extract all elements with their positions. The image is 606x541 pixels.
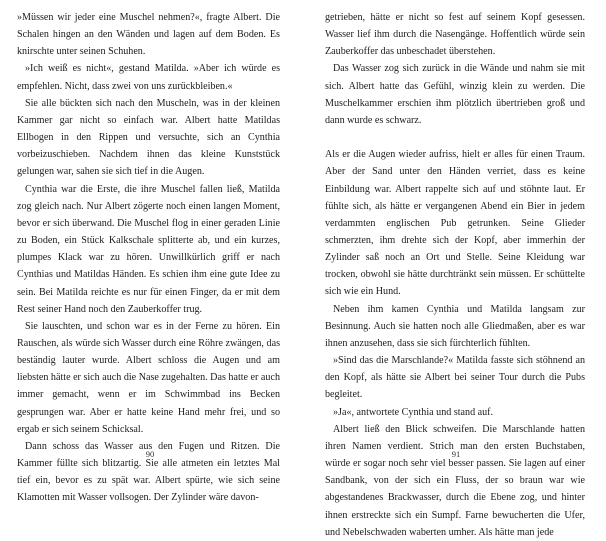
paragraph: Neben ihm kamen Cynthia und Matilda langsam zur Besinnung. Auch sie hatten noch alle Gliedmaßen, aber es war ihnen anzusehen, dass sie sich fürchterlich fühlten. [325, 303, 585, 349]
paragraph: getrieben, hätte er nicht so fest auf seinem Kopf gesessen. Wasser lief ihm durch die Nasengänge. Hoffentlich würde sein Zauberkoffer das unbeschadet überstehen. [325, 12, 585, 58]
paragraph: Albert ließ den Blick schweifen. Die Marschlande hatten ihren Namen verdient. Strich man den ersten Buchstaben, würde er sogar noch sehr viel besser passen. Sie lagen auf einer Sandbank, von der sich ein Fluss, der so braun war wie abgestandenes Brackwasser, durch die Ebene zog, und hinter ihnen erstreckte sich ein Sumpf. Farne bewucherten die Ufer, und Nebelschwaden waberten umher. Als hätte man jede [325, 423, 585, 538]
paragraph: »Sind das die Marschlande?« Matilda fasste sich stöhnend an den Kopf, als hätte sie Albert bei seiner Tour durch die Pubs begleitet. [325, 355, 585, 401]
paragraph: Dann schoss das Wasser aus den Fugen und Ritzen. Die Kammer füllte sich blitzartig. Sie alle atmeten ein letztes Mal tief ein, bevor es zu spät war. Albert spürte, wie sich seine Klamotten mit Wasser vollsogen. Der Zylinder wäre davon- [17, 440, 280, 504]
paragraph: »Müssen wir jeder eine Muschel nehmen?«, fragte Albert. Die Schalen hingen an den Wänden und lagen auf dem Boden. Es knirschte unter seinen Schuhen. [17, 12, 280, 58]
page-number-left: 90 [145, 449, 155, 459]
left-page-text [17, 9, 280, 507]
paragraph: »Ja«, antwortete Cynthia und stand auf. [333, 406, 494, 418]
right-page [300, 0, 600, 538]
paragraph: Sie alle bückten sich nach den Muscheln, was in der kleinen Kammer gar nicht so einfach war. Albert hatte Matildas Ellbogen in den Rippen und versuchte, sich an Cynthia vorbeizuschieben. Nachdem ihnen das kleine Kunststück gelungen war, sahen sie sich tief in die Augen. [17, 97, 280, 178]
paragraph: »Ich weiß es nicht«, gestand Matilda. »Aber ich würde es empfehlen. Nicht, dass zwei von uns zurückbleiben.« [17, 63, 280, 92]
left-page [0, 0, 300, 504]
paragraph: Cynthia war die Erste, die ihre Muschel fallen ließ, Matilda zog gleich nach. Nur Albert zögerte noch einen langen Moment, bevor er sich überwand. Die Muschel flog in einer geraden Linie zu Boden, ein Stück Kalkschale splitterte ab, und ein kurzes, plumpes Klack war zu hören. Unwillkürlich griff er nach Cynthias und Matildas Händen. Es schien ihm eine gute Idee zu sein. Bei Matilda reichte es nur für einen Finger, da er mit dem Rest seiner Hand noch den Zauberkoffer trug. [17, 183, 280, 315]
paragraph: Als er die Augen wieder aufriss, hielt er alles für einen Traum. Aber der Sand unter den Händen verriet, dass es keine Einbildung war. Albert rappelte sich auf und stöhnte laut. Er fühlte sich, als hätte er vergangenen Abend ein Bier in jedem verdammten englischen Pub getrunken. Seine Glieder schmerzten, ihm drehte sich der Kopf, aber immerhin der Zylinder saß noch an Ort und Stelle. Seine Kleidung war trocken, obwohl sie hätte durchtränkt sein müssen. Er schüttelte sich wie ein Hund. [325, 149, 585, 298]
paragraph: Sie lauschten, und schon war es in der Ferne zu hören. Ein Rauschen, als würde sich Wasser durch eine Röhre zwängen, das beständig lauter wurde. Albert schloss die Augen und am liebsten hätte er sich auch die Nase zugehalten. Das hatte er auch immer gemacht, wenn er im Schwimmbad ins Becken gesprungen war. Aber er hatte keine Hand mehr frei, und so ergab er sich seinem Schicksal. [17, 320, 280, 435]
right-page-text [325, 9, 585, 541]
paragraph: Das Wasser zog sich zurück in die Wände und nahm sie mit sich. Albert hatte das Gefühl, winzig klein zu werden. Die Muschelkammer erschien ihm plötzlich übertrieben groß und dann wurde es schwarz. [325, 63, 585, 126]
page-number-right: 91 [451, 449, 461, 459]
